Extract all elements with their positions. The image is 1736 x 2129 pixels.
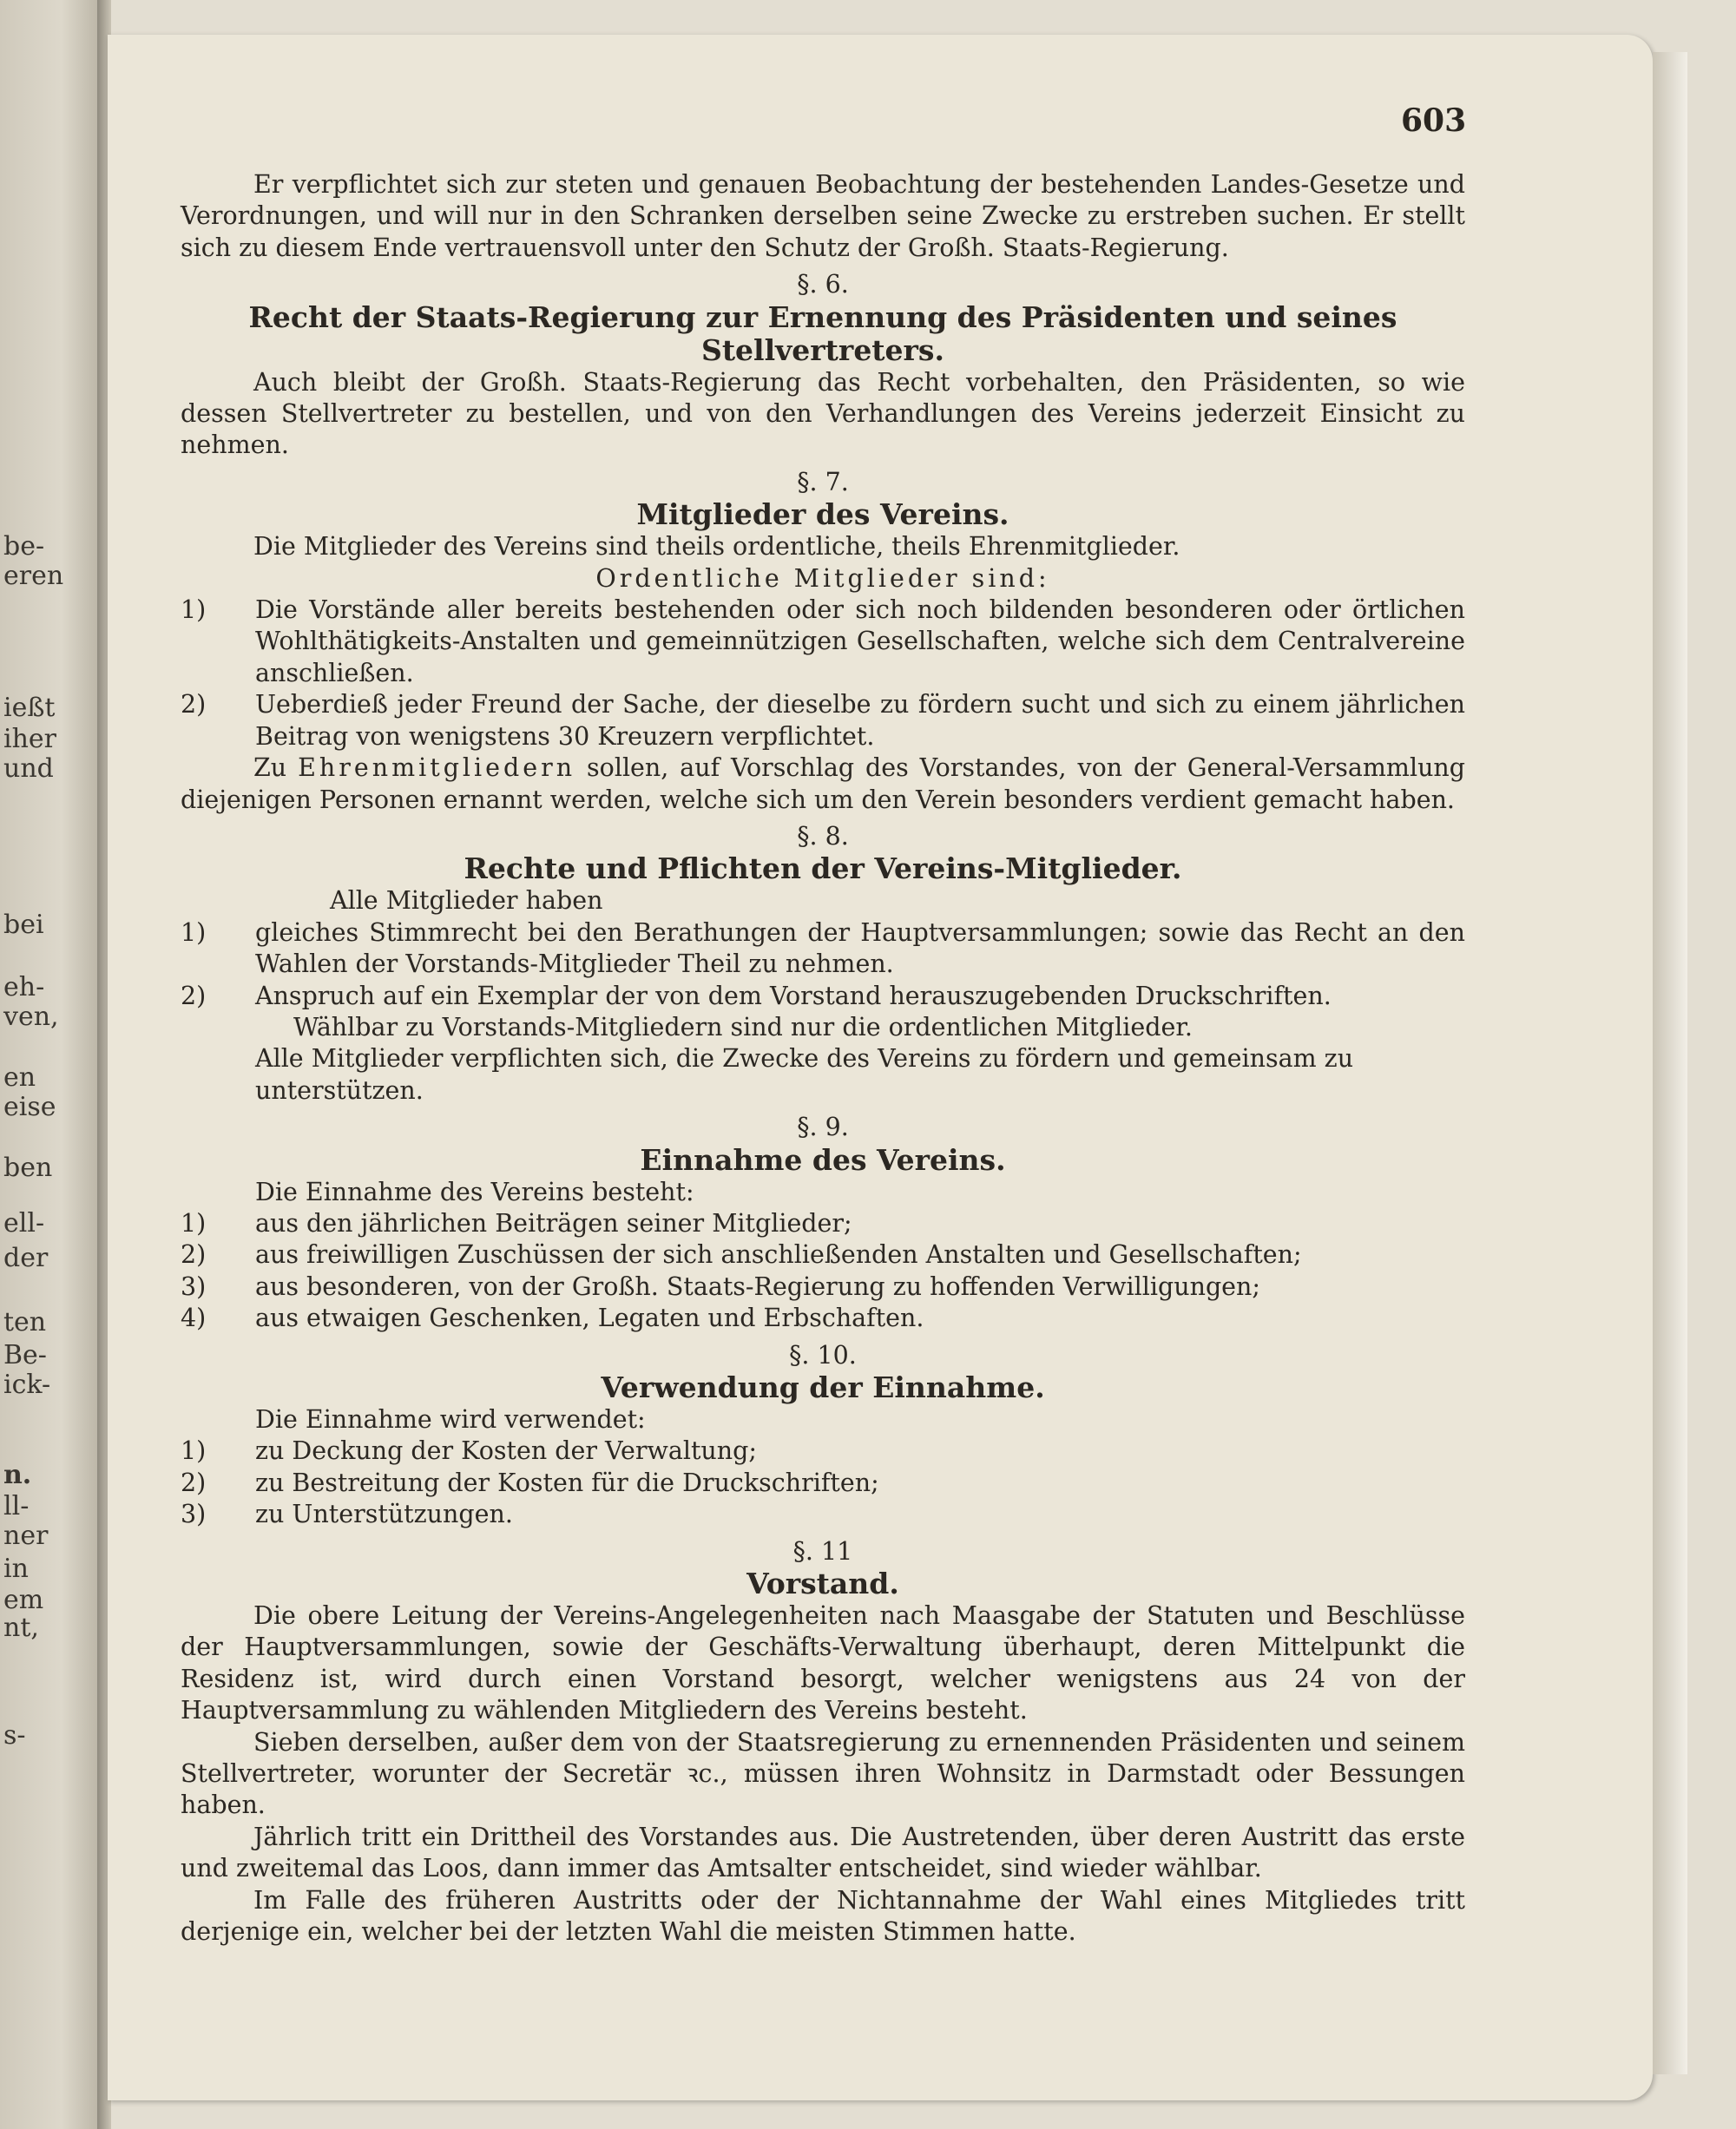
- section-7-number: §. 7.: [797, 467, 849, 496]
- list-number: 1): [181, 917, 207, 947]
- list-text: zu Bestreitung der Kosten für die Druckschriften;: [255, 1468, 879, 1497]
- list-number: 2): [181, 1240, 207, 1270]
- pflicht-line: Alle Mitglieder verpflichten sich, die Zwecke des Vereins zu fördern und gemeinsam zu unterstützen.: [255, 1044, 1354, 1105]
- facing-fragment: eren: [3, 561, 64, 591]
- facing-fragment: em: [3, 1585, 44, 1615]
- list-number: 1): [181, 1208, 207, 1238]
- section-7-title: Mitglieder des Vereins.: [636, 497, 1009, 532]
- facing-fragment: be-: [3, 531, 45, 562]
- list-item: [181, 917, 1465, 981]
- section-9-intro: Die Einnahme des Vereins besteht:: [255, 1177, 694, 1206]
- list-text: zu Deckung der Kosten der Verwaltung;: [255, 1436, 757, 1466]
- ehrenmitglieder-paragraph: [181, 752, 1465, 816]
- page-body: [181, 169, 1465, 1948]
- list-item: [181, 1271, 1465, 1303]
- list-text: aus freiwilligen Zuschüssen der sich anschließenden Anstalten und Gesellschaften;: [255, 1240, 1302, 1270]
- section-6-title: Recht der Staats-Regierung zur Ernennung des Präsidenten und seines Stellvertreters.: [248, 299, 1397, 367]
- facing-fragment: nt,: [3, 1613, 39, 1643]
- section-11-paragraph: Sieben derselben, außer dem von der Staatsregierung zu ernennenden Präsidenten und seinem Stellvertreter, worunter der Secretär ꝛc., müssen ihren Wohnsitz in Darmstadt oder Bessungen haben.: [181, 1727, 1465, 1820]
- list-text: gleiches Stimmrecht bei den Berathungen der Hauptversammlungen; sowie das Recht an den Wahlen der Vorstands-Mitglieder Theil zu nehmen.: [255, 917, 1465, 979]
- section-8-intro: Alle Mitglieder haben: [330, 886, 603, 916]
- list-text: Anspruch auf ein Exemplar der von dem Vorstand herauszugebenden Druckschriften.: [255, 981, 1332, 1010]
- list-text: aus den jährlichen Beiträgen seiner Mitglieder;: [255, 1208, 852, 1238]
- facing-fragment: ven,: [3, 1002, 59, 1032]
- facing-fragment: eise: [3, 1092, 56, 1122]
- list-item: [181, 1468, 1465, 1499]
- facing-fragment: eh-: [3, 972, 45, 1002]
- page-number: 603: [1401, 102, 1467, 139]
- list-item: [181, 689, 1465, 752]
- section-11-number: §. 11: [792, 1536, 853, 1566]
- facing-fragment: en: [3, 1062, 36, 1093]
- facing-fragment: der: [3, 1243, 49, 1273]
- list-item: [181, 1208, 1465, 1239]
- list-item: [181, 981, 1465, 1012]
- facing-fragment: s-: [3, 1720, 26, 1751]
- facing-fragment: n.: [3, 1460, 32, 1490]
- list-number: 1): [181, 1436, 207, 1466]
- list-number: 3): [181, 1271, 207, 1301]
- intro-paragraph: Er verpflichtet sich zur steten und genauen Beobachtung der bestehenden Landes-Gesetze und Verordnungen, und will nur in den Schranken derselben seine Zwecke zu erstreben suchen. Er stellt sich zu diesem Ende vertrauensvoll unter den Schutz der Großh. Staats-Regierung.: [181, 170, 1465, 262]
- section-6-number: §. 6.: [797, 270, 849, 299]
- list-text: aus besonderen, von der Großh. Staats-Regierung zu hoffenden Verwilligungen;: [255, 1271, 1261, 1301]
- page-stack-edge: [1653, 52, 1687, 2074]
- section-8-number: §. 8.: [797, 821, 849, 851]
- section-11-paragraph: Die obere Leitung der Vereins-Angelegenheiten nach Maasgabe der Statuten und Beschlüsse der Hauptversammlungen, sowie der Geschäfts-Verwaltung überhaupt, deren Mittelpunkt die Residenz ist, wird durch einen Vorstand besorgt, welcher wenigstens aus 24 von der Hauptversammlung zu wählenden Mitgliedern des Vereins besteht.: [181, 1601, 1465, 1725]
- facing-fragment: bei: [3, 910, 44, 940]
- list-text: aus etwaigen Geschenken, Legaten und Erbschaften.: [255, 1304, 924, 1333]
- section-6-text: Auch bleibt der Großh. Staats-Regierung das Recht vorbehalten, den Präsidenten, so wie dessen Stellvertreter zu bestellen, und von den Verhandlungen des Vereins jederzeit Einsicht zu nehmen.: [181, 367, 1465, 460]
- facing-fragment: und: [3, 753, 54, 784]
- section-9-title: Einnahme des Vereins.: [640, 1142, 1006, 1177]
- list-text: zu Unterstützungen.: [255, 1500, 513, 1529]
- ehren-prefix: Zu: [253, 753, 287, 783]
- ehren-rest: sollen, auf Vorschlag des Vorstandes, von der General-Versammlung diejenigen Personen ernannt werden, welche sich um den Verein besonders verdient gemacht haben.: [181, 753, 1466, 814]
- facing-fragment: ll-: [3, 1491, 30, 1521]
- facing-fragment: Be-: [3, 1340, 47, 1370]
- list-text: Ueberdieß jeder Freund der Sache, der dieselbe zu fördern sucht und sich zu einem jährlichen Beitrag von wenigstens 30 Kreuzern verpflichtet.: [255, 690, 1465, 751]
- facing-fragment: ell-: [3, 1208, 45, 1239]
- ehren-word: Ehrenmitgliedern: [298, 753, 576, 783]
- facing-fragment: iher: [3, 724, 57, 754]
- list-number: 2): [181, 690, 207, 720]
- section-7-intro: Die Mitglieder des Vereins sind theils ordentliche, theils Ehrenmitglieder.: [253, 532, 1180, 562]
- section-11-paragraph: Jährlich tritt ein Drittheil des Vorstandes aus. Die Austretenden, über deren Austritt das erste und zweitemal das Loos, dann immer das Amtsalter entscheidet, sind wieder wählbar.: [181, 1822, 1465, 1883]
- waehlbar-line: Wählbar zu Vorstands-Mitgliedern sind nur die ordentlichen Mitglieder.: [293, 1012, 1193, 1042]
- list-number: 2): [181, 1468, 207, 1497]
- list-number: 1): [181, 595, 207, 625]
- facing-fragment: ben: [3, 1153, 53, 1183]
- list-item: [181, 595, 1465, 689]
- facing-fragment: in: [3, 1554, 29, 1584]
- section-10-number: §. 10.: [789, 1340, 857, 1370]
- list-number: 3): [181, 1500, 207, 1529]
- list-number: 4): [181, 1304, 207, 1333]
- section-10-intro: Die Einnahme wird verwendet:: [255, 1405, 646, 1434]
- section-8-title: Rechte und Pflichten der Vereins-Mitglieder.: [464, 851, 1182, 886]
- ordentliche-heading: Ordentliche Mitglieder sind:: [595, 563, 1050, 593]
- section-11-title: Vorstand.: [746, 1567, 899, 1601]
- list-item: [181, 1239, 1465, 1271]
- section-11-paragraph: Im Falle des früheren Austritts oder der Nichtannahme der Wahl eines Mitgliedes tritt derjenige ein, welcher bei der letzten Wahl die meisten Stimmen hatte.: [181, 1885, 1465, 1947]
- list-number: 2): [181, 981, 207, 1010]
- list-text: Die Vorstände aller bereits bestehenden oder sich noch bildenden besonderen oder örtlichen Wohlthätigkeits-Anstalten und gemeinnützigen Gesellschaften, welche sich dem Centralvereine anschließen.: [255, 595, 1465, 687]
- facing-page-edge: [0, 0, 102, 2129]
- facing-fragment: ießt: [3, 693, 56, 723]
- list-item: [181, 1436, 1465, 1467]
- list-item: [181, 1499, 1465, 1530]
- facing-fragment: ten: [3, 1307, 47, 1337]
- section-10-title: Verwendung der Einnahme.: [601, 1370, 1045, 1404]
- facing-fragment: ick-: [3, 1370, 51, 1400]
- list-item: [181, 1303, 1465, 1334]
- section-9-number: §. 9.: [797, 1113, 849, 1142]
- facing-fragment: ner: [3, 1521, 49, 1551]
